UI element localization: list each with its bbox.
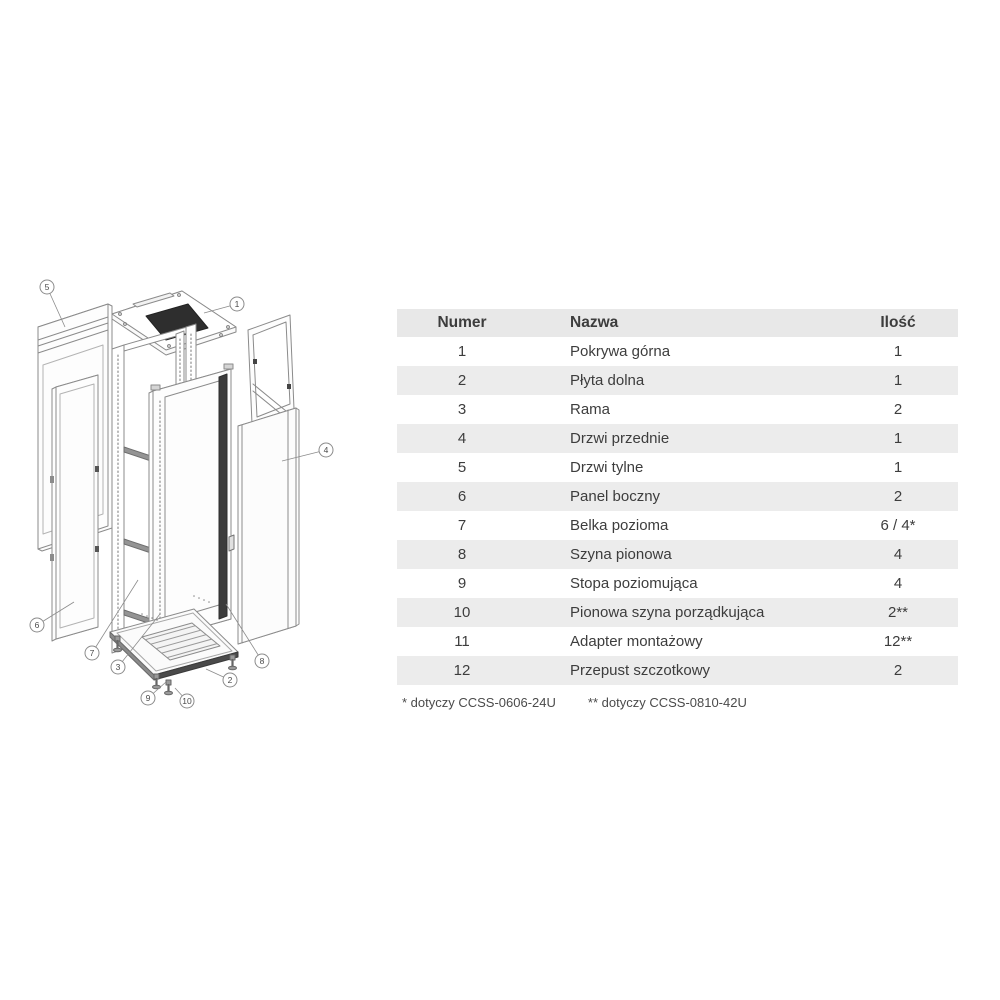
col-header-numer: Numer (437, 314, 487, 331)
table-row (397, 482, 958, 511)
foot (229, 655, 237, 670)
hinge-clip (253, 359, 257, 364)
table-row (397, 366, 958, 395)
cell-number: 2 (457, 372, 467, 389)
table-row (397, 395, 958, 424)
callout-5 (40, 280, 54, 294)
cell-number: 1 (457, 343, 467, 360)
table-row (397, 540, 958, 569)
cell-qty: 2 (893, 662, 903, 679)
cell-qty: 4 (893, 546, 903, 563)
cell-number: 9 (457, 575, 467, 592)
cell-name: Pokrywa górna (570, 343, 671, 360)
svg-text:2: 2 (227, 675, 233, 685)
cell-number: 7 (457, 517, 467, 534)
parts-table (397, 309, 958, 685)
foot (153, 674, 161, 689)
cell-number: 6 (457, 488, 467, 505)
footnote-2: ** dotyczy CCSS-0810-42U (587, 695, 747, 710)
svg-text:7: 7 (89, 648, 95, 658)
table-row (397, 598, 958, 627)
cell-name: Belka pozioma (570, 517, 669, 534)
svg-text:4: 4 (323, 445, 329, 455)
cell-name: Stopa poziomująca (570, 575, 698, 592)
cell-name: Pionowa szyna porządkująca (570, 604, 765, 621)
panel-clip (95, 546, 99, 552)
cell-qty: 12** (883, 633, 913, 650)
cell-qty: 2** (887, 604, 909, 621)
exploded-diagram (20, 273, 365, 723)
table-row (397, 424, 958, 453)
cell-qty: 1 (893, 343, 903, 360)
door-handle (229, 535, 234, 551)
footnote-1: * dotyczy CCSS-0606-24U (402, 695, 556, 710)
callout-6 (30, 618, 44, 632)
cell-qty: 6 / 4* (880, 517, 916, 534)
svg-text:10: 10 (182, 696, 192, 706)
cell-number: 10 (453, 604, 471, 621)
cell-name: Drzwi przednie (570, 430, 670, 447)
callout-3 (111, 660, 125, 674)
table-row (397, 627, 958, 656)
callout-9 (141, 691, 155, 705)
cell-qty: 1 (893, 372, 903, 389)
side-panel (50, 375, 99, 641)
front-door-panel (238, 408, 299, 644)
cell-qty: 2 (893, 401, 903, 418)
svg-text:6: 6 (34, 620, 40, 630)
hinge-clip (287, 384, 291, 389)
table-header-row (397, 309, 958, 337)
col-header-ilosc: Ilość (880, 314, 916, 331)
cell-number: 11 (454, 633, 470, 650)
cell-number: 12 (453, 662, 471, 679)
table-row (397, 511, 958, 540)
table-body (397, 337, 958, 685)
cell-name: Panel boczny (570, 488, 661, 505)
callout-7 (85, 646, 99, 660)
cell-qty: 1 (893, 430, 903, 447)
callout-4 (319, 443, 333, 457)
svg-text:5: 5 (44, 282, 50, 292)
cell-number: 4 (457, 430, 467, 447)
cell-number: 3 (457, 401, 467, 418)
front-door-frame (248, 315, 294, 424)
table-row (397, 656, 958, 685)
cell-name: Adapter montażowy (570, 633, 703, 650)
callout-10 (180, 694, 194, 708)
table-row (397, 337, 958, 366)
svg-text:9: 9 (145, 693, 151, 703)
cell-number: 5 (457, 459, 467, 476)
vertical-rail (219, 374, 227, 619)
table-row (397, 453, 958, 482)
table-row (397, 569, 958, 598)
footnotes (402, 695, 747, 710)
cell-name: Rama (570, 401, 611, 418)
panel-clip (50, 554, 54, 561)
callout-2 (223, 673, 237, 687)
cell-name: Drzwi tylne (570, 459, 644, 476)
callout-8 (255, 654, 269, 668)
cell-qty: 4 (893, 575, 903, 592)
cell-qty: 2 (893, 488, 903, 505)
callout-1 (230, 297, 244, 311)
panel-clip (50, 476, 54, 483)
exploded-diagram-container (20, 273, 365, 723)
col-header-nazwa: Nazwa (570, 314, 619, 331)
cell-name: Przepust szczotkowy (570, 662, 711, 679)
cell-name: Płyta dolna (570, 372, 645, 389)
cell-name: Szyna pionowa (570, 546, 672, 563)
svg-text:8: 8 (259, 656, 265, 666)
panel-clip (95, 466, 99, 472)
svg-text:1: 1 (234, 299, 240, 309)
svg-text:3: 3 (115, 662, 121, 672)
cell-qty: 1 (893, 459, 903, 476)
cell-number: 8 (457, 546, 467, 563)
